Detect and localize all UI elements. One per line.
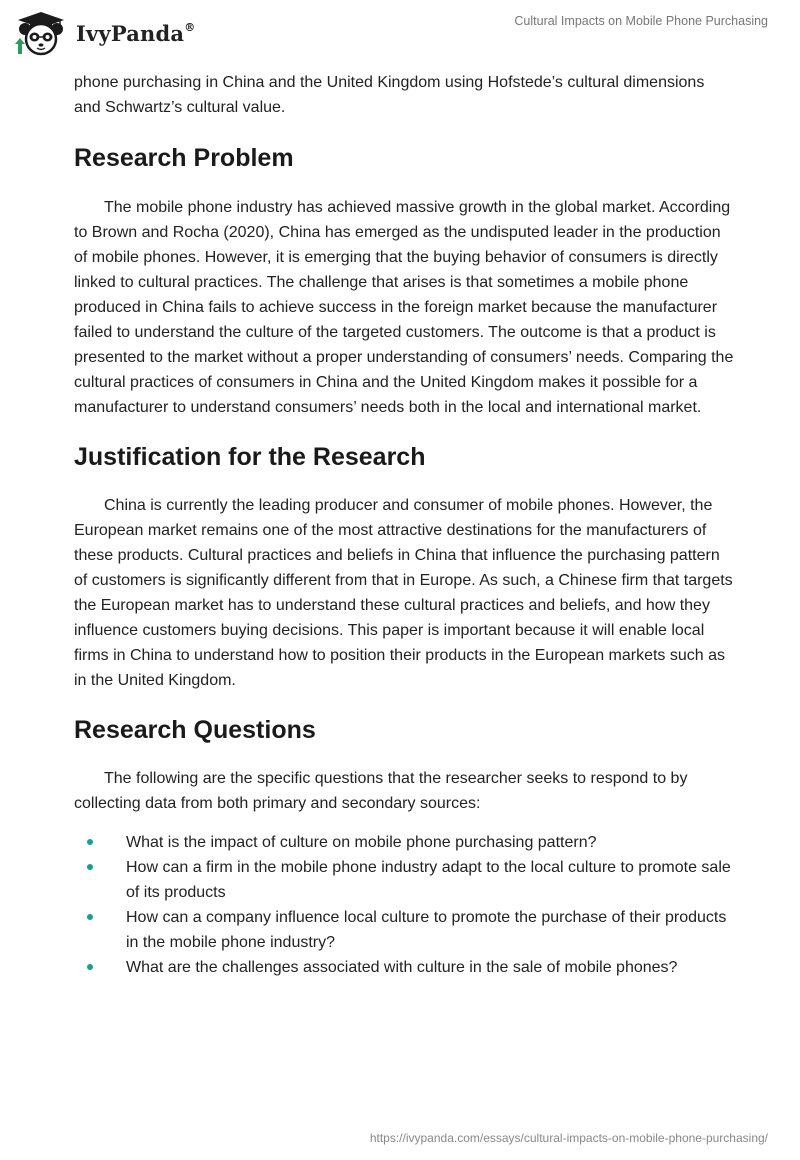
bullet-icon	[87, 839, 93, 845]
panda-logo-icon	[14, 10, 68, 56]
bullet-icon	[87, 914, 93, 920]
list-item	[74, 905, 734, 955]
list-item	[74, 855, 734, 905]
running-title: Cultural Impacts on Mobile Phone Purchasing	[514, 14, 768, 28]
paragraph-justification: China is currently the leading producer and consumer of mobile phones. However, the European market remains one of the most attractive destinations for the manufacturers of these products. Cultural practices and beliefs in China that influence the purchasing pattern of customers is significantly different from that in Europe. As such, a Chinese firm that targets the European market has to understand these cultural practices and beliefs, and how they influence customers buying decisions. This paper is important because it will enable local firms in China to understand how to position their products in the European markets such as in the United Kingdom.	[74, 497, 733, 689]
bullet-icon	[87, 964, 93, 970]
heading-research-questions: Research Questions	[74, 716, 316, 744]
list-item-text: How can a firm in the mobile phone industry adapt to the local culture to promote sale of its products	[126, 859, 731, 901]
list-item-text: What are the challenges associated with culture in the sale of mobile phones?	[126, 959, 678, 976]
paragraph-research-questions: The following are the specific questions that the researcher seeks to respond to by collecting data from both primary and secondary sources:	[74, 770, 688, 812]
list-item	[74, 955, 734, 980]
essay-content	[74, 70, 734, 980]
page-header	[0, 0, 800, 70]
heading-research-problem: Research Problem	[74, 144, 294, 172]
bullet-icon	[87, 864, 93, 870]
intro-continued-paragraph: phone purchasing in China and the United Kingdom using Hofstede’s cultural dimensions and Schwartz’s cultural value.	[74, 74, 705, 116]
list-item-text: How can a company influence local culture to promote the purchase of their products in the mobile phone industry?	[126, 909, 727, 951]
heading-justification: Justification for the Research	[74, 443, 426, 471]
list-item-text: What is the impact of culture on mobile phone purchasing pattern?	[126, 834, 597, 851]
list-item	[74, 830, 734, 855]
logo-wordmark: IvyPanda®	[76, 20, 196, 46]
paragraph-research-problem: The mobile phone industry has achieved massive growth in the global market. According to Brown and Rocha (2020), China has emerged as the undisputed leader in the production of mobile phones. However, it is emerging that the buying behavior of consumers is directly linked to cultural practices. The challenge that arises is that sometimes a mobile phone produced in China fails to achieve success in the foreign market because the manufacturer failed to understand the culture of the targeted customers. The outcome is that a product is presented to the market without a proper understanding of consumers’ needs. Comparing the cultural practices of consumers in China and the United Kingdom makes it possible for a manufacturer to understand consumers’ needs both in the local and international market.	[74, 199, 734, 416]
ivypanda-logo[interactable]	[14, 10, 195, 56]
source-url[interactable]: https://ivypanda.com/essays/cultural-impacts-on-mobile-phone-purchasing/	[369, 1131, 768, 1145]
research-questions-list	[74, 830, 734, 980]
